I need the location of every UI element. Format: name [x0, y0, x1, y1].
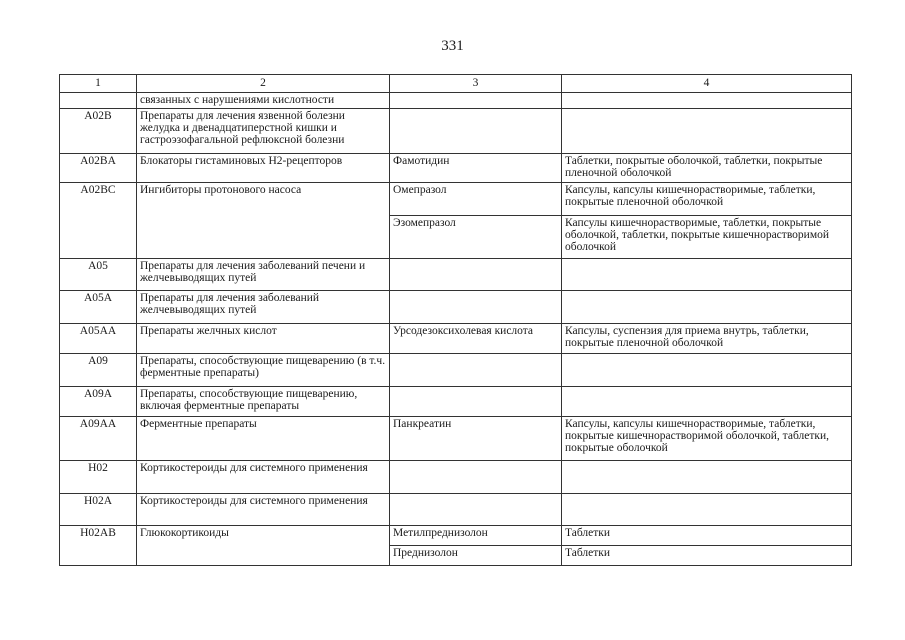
dosage-form-cell — [562, 93, 852, 109]
dosage-form-cell — [562, 354, 852, 387]
column-header-2: 2 — [137, 75, 390, 93]
pharmacological-group-cell: Глюкокортикоиды — [137, 526, 390, 566]
drug-name-cell — [390, 109, 562, 154]
table-row — [60, 259, 852, 291]
drug-name-cell — [390, 291, 562, 324]
drug-name-cell — [390, 494, 562, 526]
dosage-form-cell: Таблетки — [562, 546, 852, 566]
dosage-form-cell: Капсулы кишечнорастворимые, таблетки, покрытые оболочкой, таблетки, покрытые кишечнорастворимой оболочкой — [562, 216, 852, 259]
pharmacological-group-cell: Препараты для лечения заболеваний печени и желчевыводящих путей — [137, 259, 390, 291]
atc-code-cell: H02AB — [60, 526, 137, 566]
atc-code-cell: A05A — [60, 291, 137, 324]
drug-name-cell: Омепразол — [390, 183, 562, 216]
table-row — [60, 324, 852, 354]
table-row — [60, 526, 852, 546]
atc-code-cell: A09 — [60, 354, 137, 387]
dosage-form-cell: Таблетки — [562, 526, 852, 546]
table-header-row — [60, 75, 852, 93]
drug-name-cell: Урсодезоксихолевая кислота — [390, 324, 562, 354]
table-row — [60, 109, 852, 154]
dosage-form-cell: Капсулы, капсулы кишечнорастворимые, таблетки, покрытые пленочной оболочкой — [562, 183, 852, 216]
drug-name-cell — [390, 259, 562, 291]
pharmacological-group-cell: Блокаторы гистаминовых Н2-рецепторов — [137, 154, 390, 183]
drug-name-cell: Панкреатин — [390, 417, 562, 461]
table-row — [60, 291, 852, 324]
column-header-3: 3 — [390, 75, 562, 93]
pharmacological-group-cell: Ферментные препараты — [137, 417, 390, 461]
drug-name-cell: Метилпреднизолон — [390, 526, 562, 546]
dosage-form-cell: Капсулы, суспензия для приема внутрь, таблетки, покрытые пленочной оболочкой — [562, 324, 852, 354]
atc-code-cell: H02A — [60, 494, 137, 526]
table-row — [60, 154, 852, 183]
atc-code-cell: A02BA — [60, 154, 137, 183]
pharmacological-group-cell: Препараты желчных кислот — [137, 324, 390, 354]
column-header-4: 4 — [562, 75, 852, 93]
table-row — [60, 417, 852, 461]
atc-code-cell: A02B — [60, 109, 137, 154]
drug-name-cell — [390, 461, 562, 494]
table-row — [60, 183, 852, 216]
drug-name-cell: Фамотидин — [390, 154, 562, 183]
atc-code-cell: A09A — [60, 387, 137, 417]
pharmacological-group-cell: Кортикостероиды для системного применения — [137, 461, 390, 494]
dosage-form-cell — [562, 291, 852, 324]
drug-name-cell — [390, 354, 562, 387]
atc-code-cell: A05 — [60, 259, 137, 291]
pharmacological-group-cell: Ингибиторы протонового насоса — [137, 183, 390, 259]
dosage-form-cell — [562, 259, 852, 291]
dosage-form-cell — [562, 387, 852, 417]
dosage-form-cell — [562, 494, 852, 526]
drug-name-cell — [390, 93, 562, 109]
drug-table — [59, 74, 852, 566]
column-header-1: 1 — [60, 75, 137, 93]
page-number: 331 — [441, 38, 464, 54]
table-row — [60, 93, 852, 109]
table-row — [60, 494, 852, 526]
atc-code-cell: A02BC — [60, 183, 137, 259]
table-row — [60, 461, 852, 494]
dosage-form-cell — [562, 461, 852, 494]
dosage-form-cell: Капсулы, капсулы кишечнорастворимые, таблетки, покрытые кишечнорастворимой оболочкой, таблетки, покрытые оболочкой — [562, 417, 852, 461]
dosage-form-cell: Таблетки, покрытые оболочкой, таблетки, покрытые пленочной оболочкой — [562, 154, 852, 183]
atc-code-cell: H02 — [60, 461, 137, 494]
drug-name-cell: Эзомепразол — [390, 216, 562, 259]
dosage-form-cell — [562, 109, 852, 154]
table-row — [60, 387, 852, 417]
pharmacological-group-cell: Препараты, способствующие пищеварению (в т.ч. ферментные препараты) — [137, 354, 390, 387]
pharmacological-group-cell: Препараты для лечения заболеваний желчевыводящих путей — [137, 291, 390, 324]
drug-name-cell — [390, 387, 562, 417]
pharmacological-group-cell: Препараты, способствующие пищеварению, включая ферментные препараты — [137, 387, 390, 417]
atc-code-cell — [60, 93, 137, 109]
pharmacological-group-cell: Препараты для лечения язвенной болезни желудка и двенадцатиперстной кишки и гастроэзофагальной рефлюксной болезни — [137, 109, 390, 154]
table-row — [60, 354, 852, 387]
pharmacological-group-cell: Кортикостероиды для системного применения — [137, 494, 390, 526]
atc-code-cell: A05AA — [60, 324, 137, 354]
drug-name-cell: Преднизолон — [390, 546, 562, 566]
atc-code-cell: A09AA — [60, 417, 137, 461]
pharmacological-group-cell: связанных с нарушениями кислотности — [137, 93, 390, 109]
